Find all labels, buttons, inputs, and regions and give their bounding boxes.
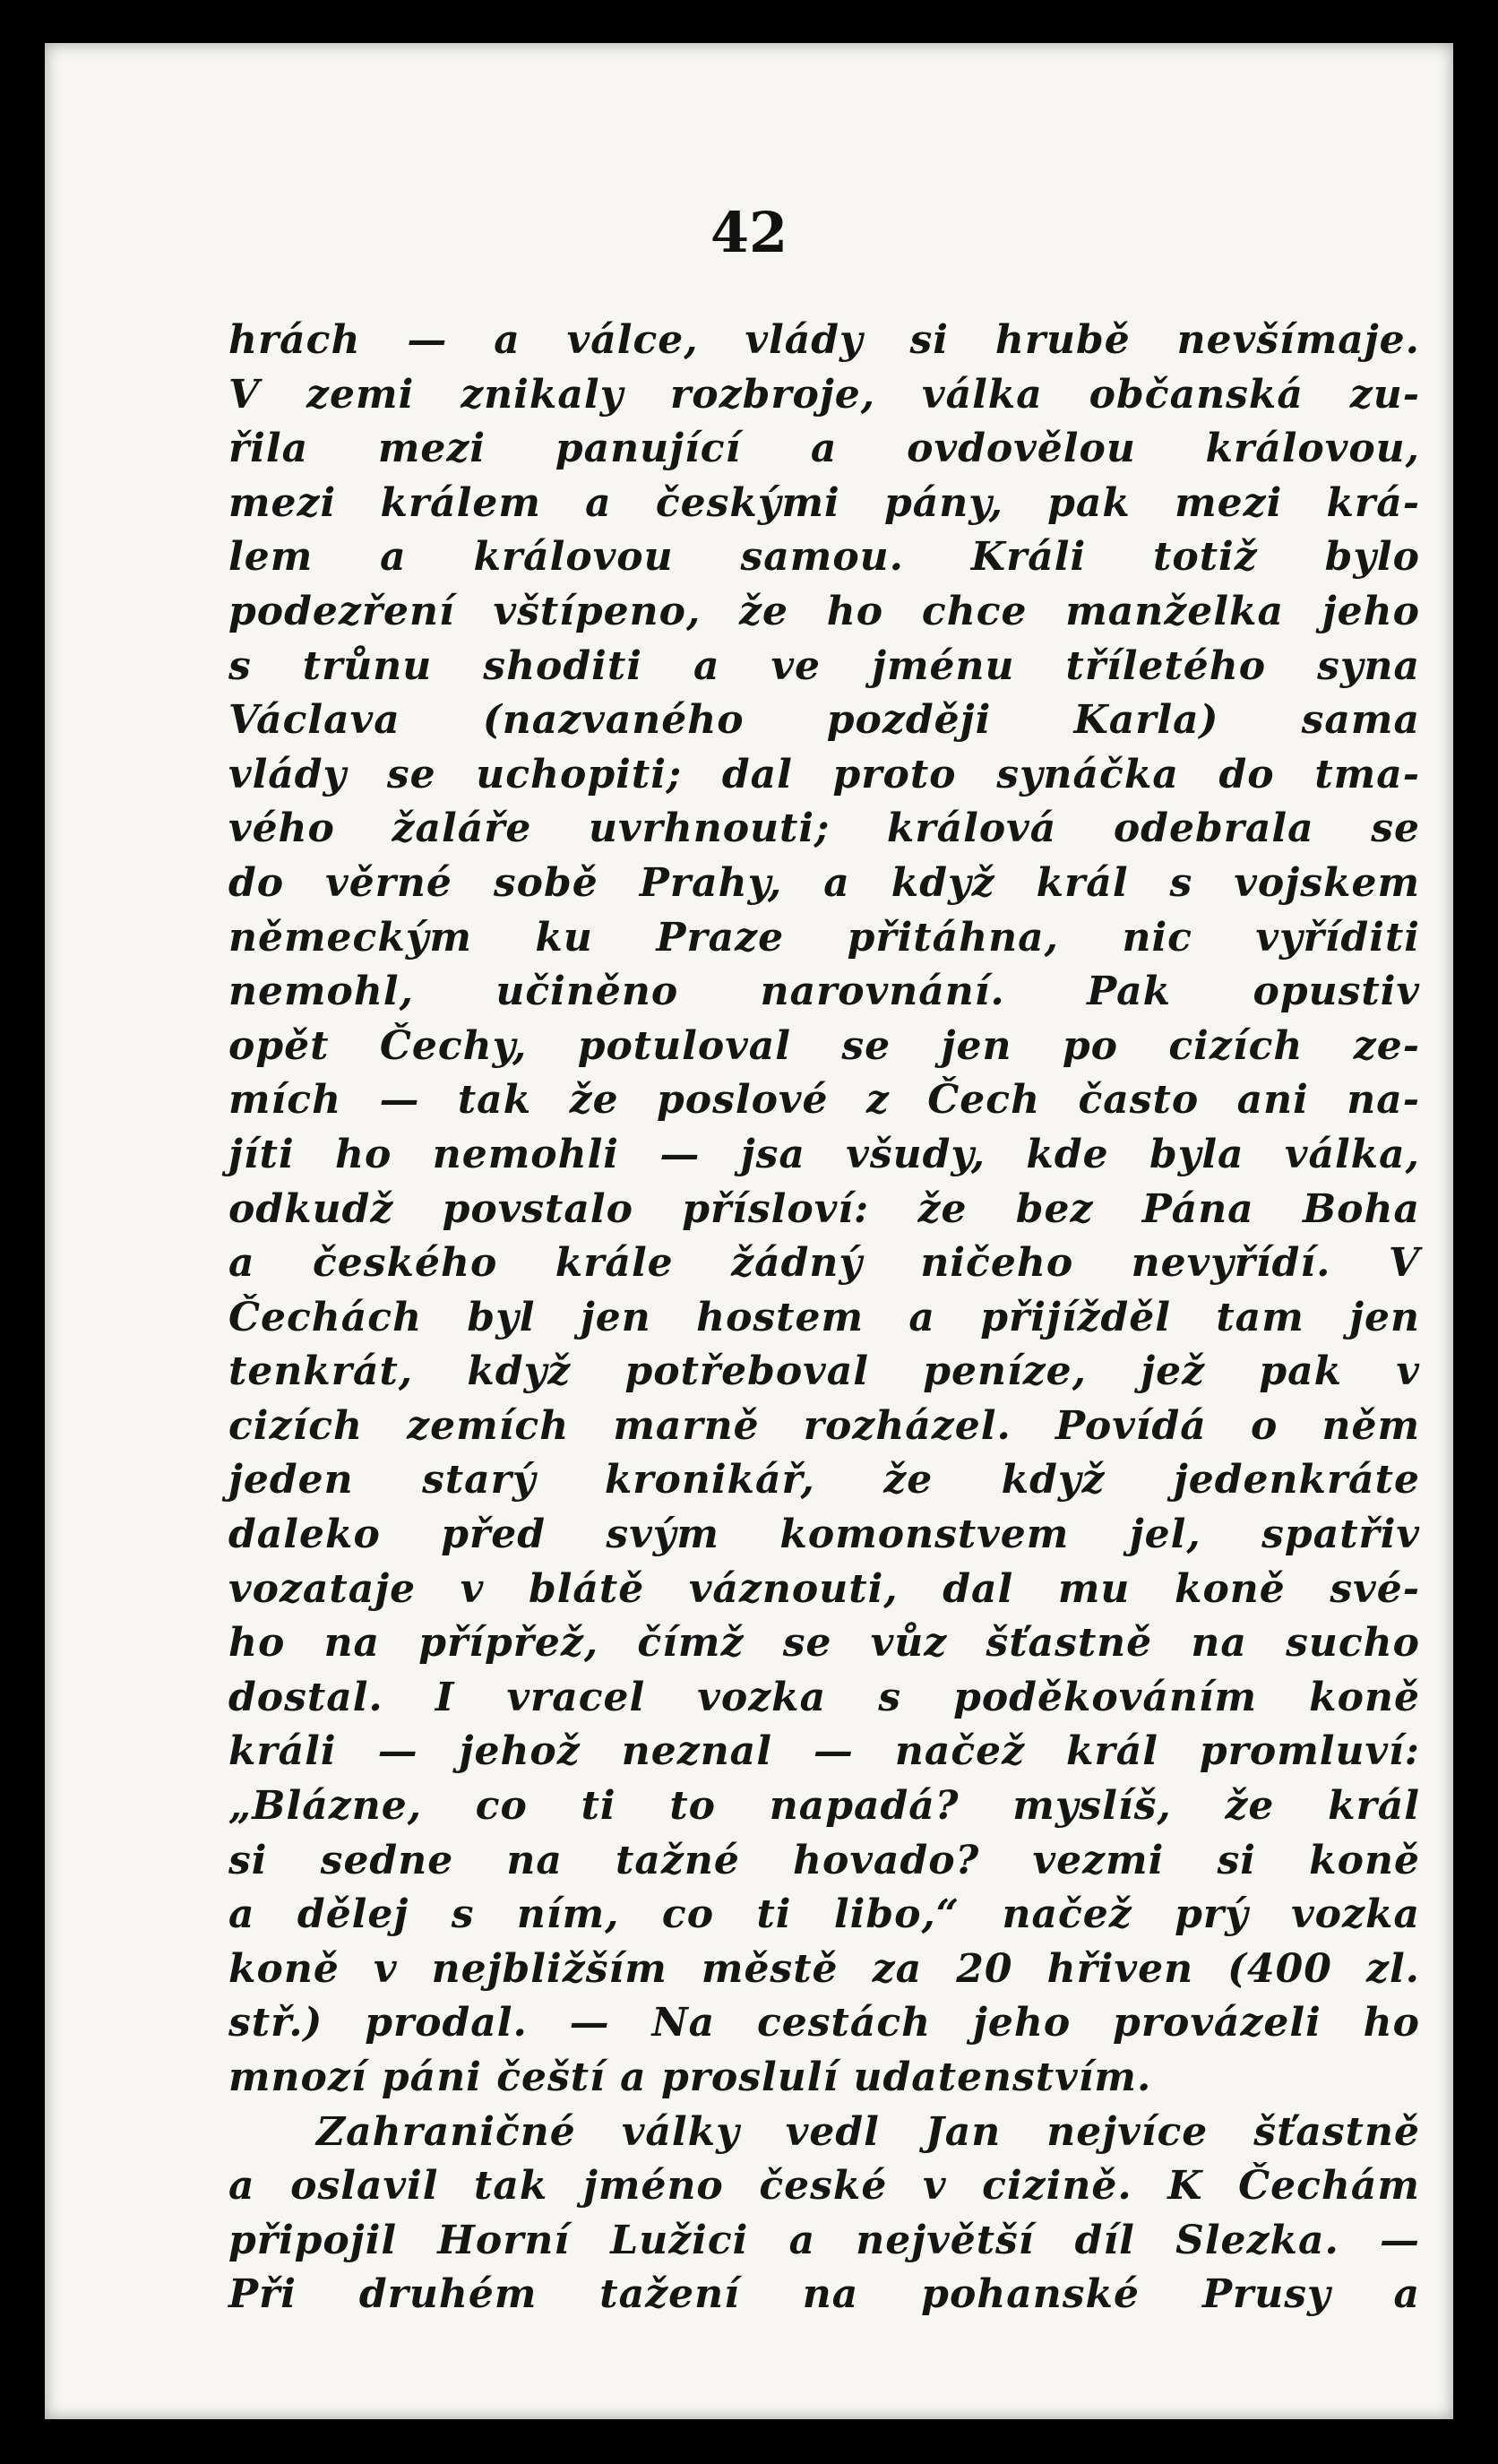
text-line: vlády se uchopiti; dal proto synáčka do tma- — [228, 751, 1420, 797]
text-line: vého žaláře uvrhnouti; králová odebrala se — [228, 806, 1420, 852]
text-line: koně v nejbližším městě za 20 hřiven (400 zl. — [228, 1945, 1420, 1992]
text-line: hrách — a válce, vlády si hrubě nevšímaje. — [228, 317, 1420, 363]
text-line: mích — tak že poslové z Čech často ani na- — [228, 1077, 1420, 1124]
page-number: 42 — [710, 200, 788, 265]
text-line: odkudž povstalo přísloví: že bez Pána Boha — [228, 1185, 1420, 1232]
text-line: stř.) prodal. — Na cestách jeho provázeli ho — [228, 2000, 1420, 2046]
body-text — [228, 314, 1420, 2322]
text-line: cizích zemích marně rozházel. Povídá o něm — [228, 1402, 1420, 1449]
text-line: tenkrát, když potřeboval peníze, jež pak v — [228, 1348, 1420, 1395]
text-line: „Blázne, co ti to napadá? myslíš, že král — [228, 1783, 1420, 1830]
text-line: ho na přípřež, čímž se vůz šťastně na sucho — [228, 1620, 1420, 1667]
book-page — [45, 43, 1453, 2419]
text-line: opět Čechy, potuloval se jen po cizích ze- — [228, 1022, 1420, 1069]
text-line: mnozí páni čeští a proslulí udatenstvím. — [228, 2055, 1152, 2100]
text-line: V zemi znikaly rozbroje, válka občanská zu- — [228, 371, 1420, 418]
text-line: vozataje v blátě váznouti, dal mu koně své- — [228, 1565, 1420, 1612]
text-line: německým ku Praze přitáhna, nic vyříditi — [228, 914, 1420, 961]
text-line: podezření vštípeno, že ho chce manželka jeho — [228, 588, 1420, 634]
text-line: jíti ho nemohli — jsa všudy, kde byla válka, — [228, 1131, 1420, 1177]
text-line: jeden starý kronikář, že když jedenkráte — [228, 1457, 1420, 1503]
text-line: připojil Horní Lužici a největší díl Slezka. — — [228, 2217, 1420, 2263]
text-line: Při druhém tažení na pohanské Prusy a — [228, 2271, 1420, 2318]
text-line: Čechách byl jen hostem a přijížděl tam jen — [228, 1294, 1420, 1340]
text-line: a dělej s ním, co ti libo,“ načež prý vozka — [228, 1891, 1420, 1938]
text-line: mezi králem a českými pány, pak mezi krá- — [228, 479, 1420, 526]
text-line: lem a královou samou. Králi totiž bylo — [228, 534, 1420, 581]
text-line: do věrné sobě Prahy, a když král s vojskem — [228, 859, 1420, 906]
text-line: daleko před svým komonstvem jel, spatřiv — [228, 1512, 1420, 1558]
text-line: si sedne na tažné hovado? vezmi si koně — [228, 1837, 1420, 1883]
text-line: s trůnu shoditi a ve jménu tříletého syna — [228, 642, 1420, 689]
text-line: Zahraničné války vedl Jan nejvíce šťastně — [316, 2108, 1420, 2155]
text-line: nemohl, učiněno narovnání. Pak opustiv — [228, 969, 1420, 1015]
text-line: dostal. I vracel vozka s poděkováním koně — [228, 1674, 1420, 1720]
text-line: Václava (nazvaného později Karla) sama — [228, 697, 1420, 744]
text-line: králi — jehož neznal — načež král promluví: — [228, 1728, 1420, 1775]
text-line: řila mezi panující a ovdovělou královou, — [228, 426, 1420, 472]
text-line: a českého krále žádný ničeho nevyřídí. V — [228, 1240, 1420, 1287]
text-line: a oslavil tak jméno české v cizině. K Čechám — [228, 2163, 1420, 2210]
